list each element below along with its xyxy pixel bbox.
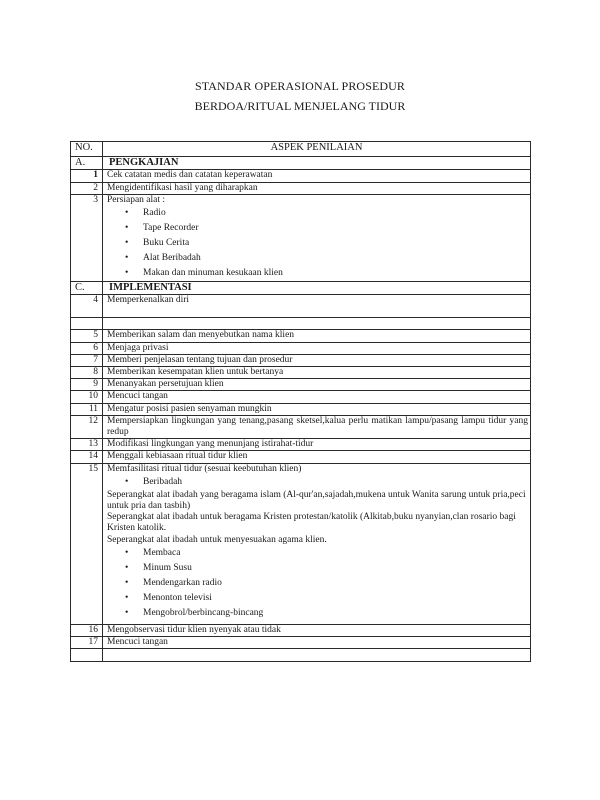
row-text: Mengatur posisi pasien senyaman mungkin	[103, 403, 531, 415]
table-header-row	[71, 142, 531, 157]
table-row	[71, 194, 531, 281]
row-number: 16	[71, 624, 103, 636]
table-row	[71, 330, 531, 342]
row-text: Cek catatan medis dan catatan keperawatan	[103, 170, 531, 182]
empty-cell	[103, 318, 531, 330]
row-number: 5	[71, 330, 103, 342]
table-row	[71, 463, 531, 624]
section-row-implementasi	[71, 281, 531, 294]
table-row	[71, 403, 531, 415]
section-name: IMPLEMENTASI	[103, 281, 531, 294]
row-text: Mengidentifikasi hasil yang diharapkan	[103, 182, 531, 194]
row-text: Mempersiapkan lingkungan yang tenang,pasang sketsel,kalua perlu matikan lampu/pasang lampu tidur yang redup	[103, 415, 531, 438]
list-item: • Minum Susu	[143, 561, 528, 576]
table-row	[71, 182, 531, 194]
row-number: 10	[71, 391, 103, 403]
list-item: • Mendengarkan radio	[143, 576, 528, 591]
table-row	[71, 451, 531, 463]
assessment-table	[70, 141, 531, 662]
list-item: • Alat Beribadah	[143, 251, 528, 266]
row-number: 6	[71, 342, 103, 354]
document-title: STANDAR OPERASIONAL PROSEDUR	[194, 79, 406, 93]
row-number: 8	[71, 366, 103, 378]
table-row	[71, 295, 531, 318]
table-row	[71, 415, 531, 438]
table-row	[71, 391, 531, 403]
table-row	[71, 379, 531, 391]
table-row	[71, 354, 531, 366]
ritual-list	[107, 475, 528, 490]
row-text: Menanyakan persetujuan klien	[103, 379, 531, 391]
row-text: Persiapan alat :	[107, 194, 166, 205]
list-item: • Radio	[143, 206, 528, 221]
table-row	[71, 624, 531, 636]
list-item: • Makan dan minuman kesukaan klien	[143, 266, 528, 281]
row-number: 2	[71, 182, 103, 194]
row-number: 4	[71, 295, 103, 318]
list-item: • Tape Recorder	[143, 221, 528, 236]
document-subtitle: BERDOA/RITUAL MENJELANG TIDUR	[194, 99, 406, 113]
row-number: 1	[71, 170, 103, 182]
table-row	[71, 366, 531, 378]
row-text: Mencuci tangan	[103, 637, 531, 649]
list-item: • Menonton televisi	[143, 591, 528, 606]
table-row	[71, 342, 531, 354]
row-text: Menggali kebiasaan ritual tidur klien	[103, 451, 531, 463]
row-number: 7	[71, 354, 103, 366]
row-number: 9	[71, 379, 103, 391]
row-number: 13	[71, 439, 103, 451]
table-row	[71, 637, 531, 649]
row-text: Memfasilitasi ritual tidur (sesuai keebutuhan klien)	[107, 463, 302, 474]
row-cell	[103, 194, 531, 281]
table-row-blank	[71, 318, 531, 330]
row-number: 3	[71, 194, 103, 281]
row-text: Menjaga privasi	[103, 342, 531, 354]
list-item: • Beribadah	[143, 475, 528, 490]
section-name: PENGKAJIAN	[103, 157, 531, 170]
row-text: Mencuci tangan	[103, 391, 531, 403]
table-row	[71, 170, 531, 182]
row-number: 15	[71, 463, 103, 624]
row-number: 11	[71, 403, 103, 415]
row-paragraph: Seperangkat alat ibadah untuk beragama Kristen protestan/katolik (Alkitab,buku nyanyian,clan rosario bagi Kristen katolik.	[107, 512, 516, 534]
row-text: Modifikasi lingkungan yang menunjang istirahat-tidur	[103, 439, 531, 451]
empty-cell	[103, 649, 531, 662]
header-no: NO.	[71, 142, 103, 157]
empty-cell	[71, 649, 103, 662]
activity-list	[107, 546, 528, 621]
section-label: A.	[71, 157, 103, 170]
row-text: Memberi penjelasan tentang tujuan dan prosedur	[103, 354, 531, 366]
row-number: 12	[71, 415, 103, 438]
row-text: Mengobservasi tidur klien nyenyak atau tidak	[103, 624, 531, 636]
row-number: 14	[71, 451, 103, 463]
equipment-list	[107, 206, 528, 281]
header-aspek: ASPEK PENILAIAN	[103, 142, 531, 157]
empty-cell	[71, 318, 103, 330]
list-item: • Membaca	[143, 546, 528, 561]
list-item: • Mengobrol/berbincang-bincang	[143, 606, 528, 621]
row-cell	[103, 463, 531, 624]
row-paragraph: Seperangkat alat ibadah untuk menyesuakan agama klien.	[107, 534, 327, 545]
list-item: • Buku Cerita	[143, 236, 528, 251]
section-row-pengkajian	[71, 157, 531, 170]
section-label: C.	[71, 281, 103, 294]
table-row	[71, 439, 531, 451]
row-text: Memberikan kesempatan klien untuk bertanya	[103, 366, 531, 378]
row-number: 17	[71, 637, 103, 649]
row-text: Memberikan salam dan menyebutkan nama klien	[103, 330, 531, 342]
row-paragraph: Seperangkat alat ibadah yang beragama islam (Al-qur'an,sajadah,mukena untuk Wanita sarung untuk pria,peci untuk pria dan tasbih)	[107, 489, 526, 511]
table-row-blank	[71, 649, 531, 662]
row-text: Memperkenalkan diri	[103, 295, 531, 318]
